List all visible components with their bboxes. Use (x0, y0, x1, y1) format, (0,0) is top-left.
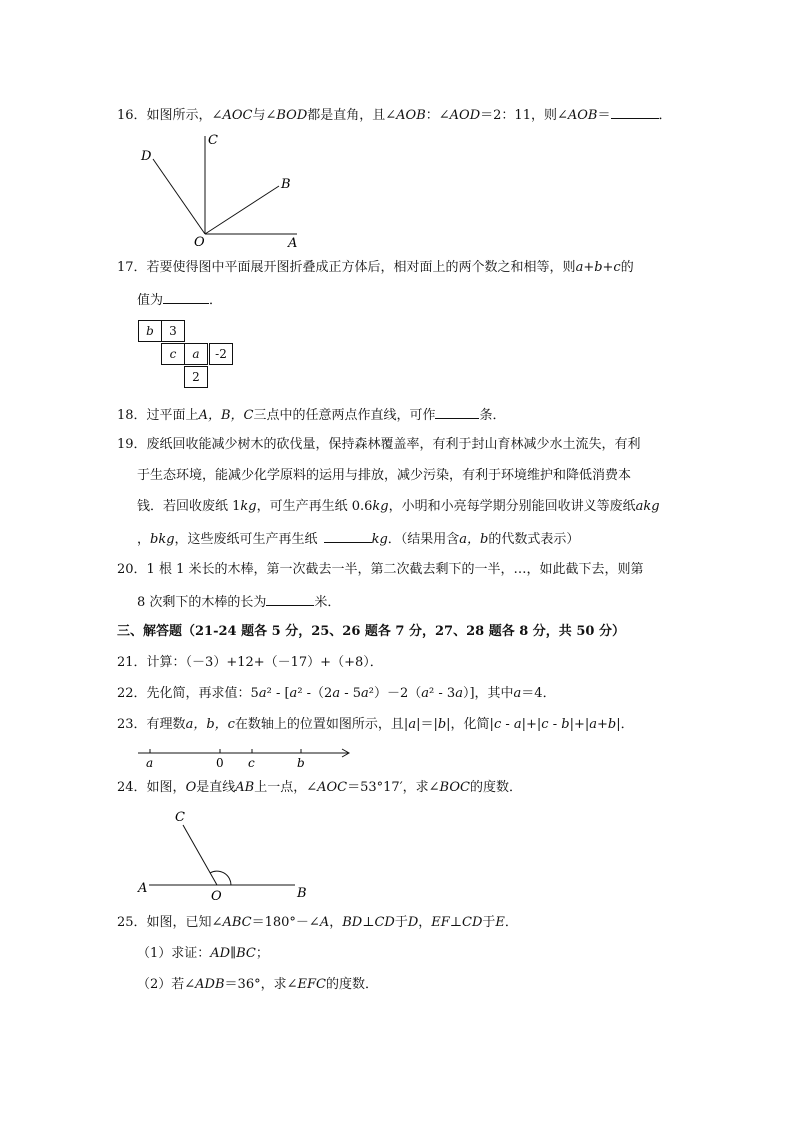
ray-od (153, 159, 205, 234)
net-cell-neg2: -2 (209, 343, 233, 365)
q19-var: bkg (150, 532, 175, 547)
q25-angle: ∠A (308, 915, 330, 930)
q22-seg: - 5 (340, 686, 362, 701)
q19-seg: 于生态环境，能减少化学原料的运用与排放，减少污染，有利于环境维护和降低消费本 (137, 468, 632, 483)
q19-line2 (137, 466, 631, 486)
q21-seg: 计算：（－3）+12+（－17）+（+8）． (146, 655, 383, 670)
q22-var: a (289, 686, 298, 701)
q20-line1 (117, 560, 644, 580)
q23-seg: |． (616, 717, 634, 732)
q22-seg: ² - 3 (429, 686, 456, 701)
q17-seg: 的 (620, 260, 634, 275)
q18-seg: 三点中的任意两点作直线，可作 (253, 408, 436, 423)
q22-seg: ）]，其中 (462, 686, 514, 701)
q24-seg: ＝53°17′，求 (347, 780, 429, 795)
q25-angle: ∠ADB (184, 977, 225, 992)
q18-points: A，B，C (198, 408, 254, 423)
q16-angle: ∠AOB (385, 108, 426, 123)
label-a: A (288, 236, 298, 251)
q25-number: 25． (117, 915, 147, 930)
q21-text (117, 653, 383, 673)
q19-seg: ，小明和小亮每学期分别能回收讲义等废纸 (388, 499, 636, 514)
q24-seg: 的度数． (469, 780, 522, 795)
q18-seg: 条． (479, 408, 506, 423)
q23-var: a，b，c (185, 717, 235, 732)
q24-angle: ∠AOC (306, 780, 348, 795)
q24-var: O (185, 780, 197, 795)
ray-ob (205, 186, 279, 234)
q25-seg: （2）若 (137, 977, 185, 992)
net-cell-3: 3 (161, 320, 185, 342)
label-c: C (175, 810, 185, 825)
axis-label-c: c (248, 756, 255, 770)
q18-answer-blank[interactable] (435, 404, 479, 419)
q18-seg: 过平面上 (146, 408, 199, 423)
q19-seg: ，可生产再生纸 0.6 (256, 499, 373, 514)
q25-angle: ∠EFC (286, 977, 326, 992)
q24-text (117, 778, 522, 798)
q20-seg: 1 根 1 米长的木棒，第一次截去一半，第二次截去剩下的一半，…，如此截下去，则第 (146, 562, 644, 577)
q24-var: AB (235, 780, 255, 795)
q25-text (117, 913, 518, 933)
q19-seg: 的代数式表示） (488, 532, 580, 547)
q25-var: BD (342, 915, 363, 930)
q24-number: 24． (117, 780, 147, 795)
q25-seg: 于 (482, 915, 496, 930)
q25-var: CD (462, 915, 483, 930)
q16-seg: 如图所示， (146, 108, 212, 123)
q25-part1 (137, 944, 269, 964)
q16-seg: ＝ (597, 108, 611, 123)
q22-var: a (455, 686, 463, 701)
q25-var: E (495, 915, 505, 930)
q25-var: EF (431, 915, 450, 930)
q16-seg: ： (425, 108, 439, 123)
q19-var: a，b (459, 532, 489, 547)
q23-seg: |+| (521, 717, 542, 732)
q19-seg: 钱．若回收废纸 1 (137, 499, 241, 514)
q23-expr: c - b (541, 717, 570, 732)
q25-var: D (407, 915, 419, 930)
q16-answer-blank[interactable] (611, 104, 659, 119)
q17-answer-blank[interactable] (163, 289, 209, 304)
q18-text (117, 404, 505, 426)
q16-angle: ∠AOC (211, 108, 253, 123)
q16-figure (135, 128, 315, 253)
q16-seg: ＝2：11，则 (480, 108, 557, 123)
q22-seg: ² - [ (266, 686, 290, 701)
q17-line1 (117, 258, 634, 278)
q17-seg: 若要使得图中平面展开图折叠成正方体后，相对面上的两个数之和相等，则 (146, 260, 576, 275)
q25-var: CD (374, 915, 395, 930)
q22-seg: 先化简，再求值：5 (146, 686, 259, 701)
q17-line2 (137, 289, 222, 311)
q17-seg: ． (209, 293, 223, 308)
q22-seg: ² -（2 (297, 686, 333, 701)
net-cell-2: 2 (184, 366, 208, 388)
q22-seg: ²）－2（ (368, 686, 422, 701)
ray-oc (183, 825, 217, 885)
net-cell-a: a (184, 343, 208, 365)
q16-seg: 与 (252, 108, 266, 123)
q19-seg: ， (137, 532, 151, 547)
q16-text (117, 104, 672, 126)
q20-line2 (137, 591, 340, 613)
q25-seg: ⊥ (449, 915, 463, 930)
q23-seg: |，化简| (446, 717, 494, 732)
q22-var: a (513, 686, 522, 701)
q16-angle: ∠AOB (556, 108, 598, 123)
q22-number: 22． (117, 686, 147, 701)
q18-number: 18． (117, 408, 147, 423)
label-c: C (208, 133, 218, 148)
q23-expr: c - a (493, 717, 522, 732)
q25-seg: 于 (394, 915, 408, 930)
q19-unit: kg (240, 499, 257, 514)
q17-expr: a+b+c (575, 260, 621, 275)
q25-part2 (137, 975, 378, 995)
q19-seg: ，这些废纸可生产再生纸 (174, 532, 318, 547)
q19-unit: kg (372, 499, 389, 514)
q16-angle: ∠BOD (265, 108, 308, 123)
q23-seg: |＝| (416, 717, 438, 732)
axis-label-a: a (146, 756, 154, 770)
label-b: B (281, 177, 291, 192)
q16-number: 16． (117, 108, 147, 123)
q23-var: b (437, 717, 447, 732)
q21-number: 21． (117, 655, 147, 670)
q23-expr: a+b (589, 717, 617, 732)
q23-var: a (408, 717, 417, 732)
q25-seg: ， (418, 915, 432, 930)
q24-angle: ∠BOC (428, 780, 470, 795)
q19-seg: 废纸回收能减少树木的砍伐量，保持森林覆盖率，有利于封山育林减少水土流失，有利 (146, 437, 641, 452)
section-3-heading: 三、解答题（21-24 题各 5 分，25、26 题各 7 分，27、28 题各 8 分，共 50 分） (117, 624, 625, 639)
q17-number: 17． (117, 260, 147, 275)
q20-number: 20． (117, 562, 147, 577)
q22-text (117, 684, 556, 704)
q24-seg: 如图， (146, 780, 186, 795)
q19-number: 19． (117, 437, 147, 452)
q22-var: a (421, 686, 430, 701)
q19-answer-blank[interactable] (324, 528, 372, 543)
axis-label-b: b (297, 756, 305, 770)
q23-number-line (136, 744, 356, 770)
q23-text (117, 715, 634, 735)
q24-seg: 上一点， (254, 780, 307, 795)
q16-seg: ． (658, 108, 672, 123)
q20-answer-blank[interactable] (266, 591, 314, 606)
net-cell-b: b (138, 320, 162, 342)
label-o: O (194, 235, 205, 250)
q19-line4 (137, 528, 579, 550)
label-d: D (141, 149, 152, 164)
q22-seg: ＝4． (521, 686, 556, 701)
q23-number: 23． (117, 717, 147, 732)
q22-var: a (361, 686, 369, 701)
q25-angle: ∠ABC (211, 915, 252, 930)
label-o: O (211, 889, 222, 904)
label-b: B (297, 886, 307, 901)
q19-unit: kg (371, 532, 388, 547)
q20-seg: 8 次剩下的木棒的长为 (137, 595, 267, 610)
q25-var: AD∥BC (210, 946, 256, 961)
q23-seg: 有理数 (146, 717, 186, 732)
q19-line1 (117, 435, 641, 455)
q19-line3 (137, 497, 660, 517)
q25-seg: ． (504, 915, 518, 930)
q24-seg: 是直线 (196, 780, 236, 795)
q25-seg: ， (329, 915, 343, 930)
q17-seg: 值为 (137, 293, 164, 308)
q25-seg: （1）求证： (137, 946, 211, 961)
label-a: A (138, 881, 148, 896)
q25-seg: ＝36°，求 (224, 977, 287, 992)
q25-seg: ⊥ (362, 915, 375, 930)
q23-seg: 在数轴上的位置如图所示，且| (234, 717, 409, 732)
q16-angle: ∠AOD (438, 108, 481, 123)
q19-seg: ．（结果用含 (387, 532, 460, 547)
q25-seg: ＝180°－ (251, 915, 309, 930)
q22-var: a (332, 686, 341, 701)
q19-var: akg (635, 499, 660, 514)
axis-label-zero: 0 (216, 756, 224, 770)
q23-seg: |+| (569, 717, 590, 732)
q22-var: a (258, 686, 267, 701)
q25-seg: 的度数． (325, 977, 378, 992)
q20-seg: 米． (314, 595, 341, 610)
q24-figure (135, 806, 315, 906)
q25-seg: ； (255, 946, 269, 961)
q16-seg: 都是直角，且 (307, 108, 386, 123)
net-cell-c: c (161, 343, 185, 365)
q25-seg: 如图，已知 (146, 915, 212, 930)
